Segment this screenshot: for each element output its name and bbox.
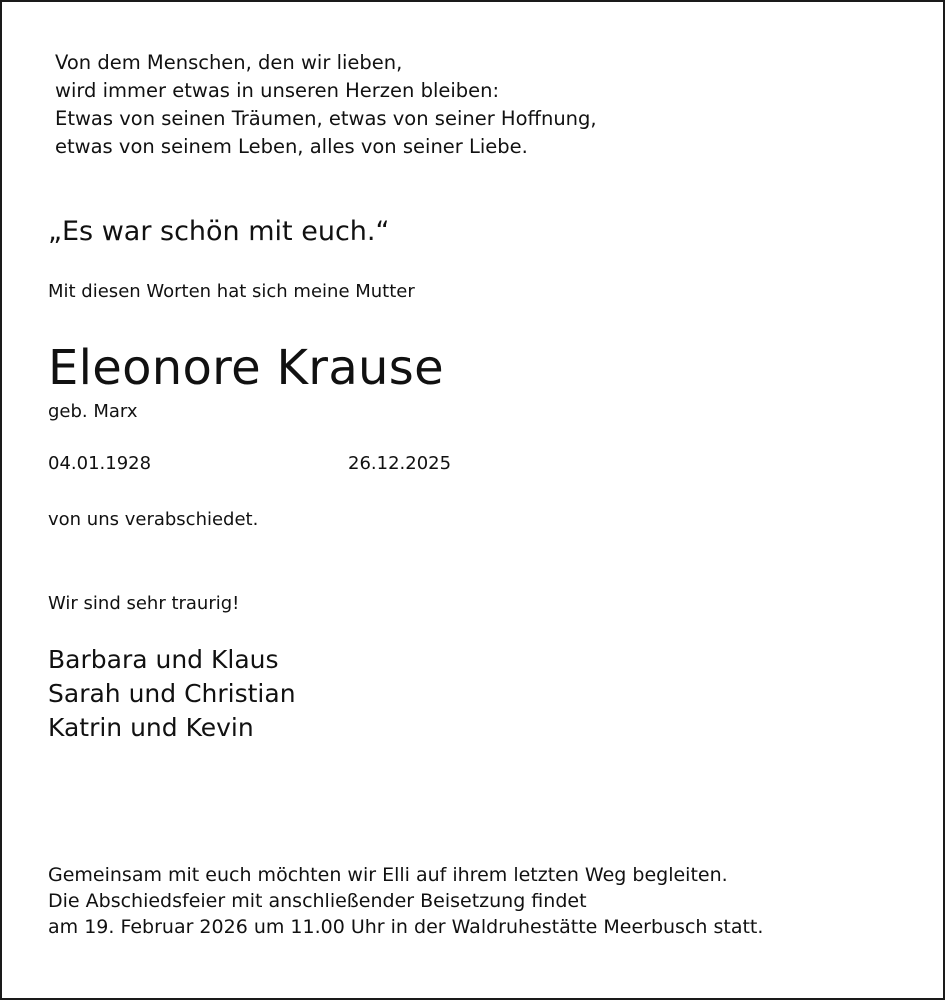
notice-line: Gemeinsam mit euch möchten wir Elli auf ihrem letzten Weg begleiten. — [48, 864, 728, 886]
notice-line: Die Abschiedsfeier mit anschließender Beisetzung findet — [48, 890, 587, 912]
family-member: Barbara und Klaus — [48, 645, 279, 674]
intro-text: Mit diesen Worten hat sich meine Mutter — [48, 281, 415, 302]
funeral-notice — [48, 862, 763, 940]
family-member: Katrin und Kevin — [48, 713, 254, 742]
poem — [55, 49, 597, 161]
poem-line: Von dem Menschen, den wir lieben, — [55, 51, 403, 74]
mourning-text: Wir sind sehr traurig! — [48, 593, 240, 614]
deceased-name: Eleonore Krause — [48, 340, 444, 396]
farewell-text: von uns verabschiedet. — [48, 509, 259, 530]
notice-line: am 19. Februar 2026 um 11.00 Uhr in der Waldruhestätte Meerbusch statt. — [48, 916, 764, 938]
family-list — [48, 643, 296, 745]
poem-line: etwas von seinem Leben, alles von seiner Liebe. — [55, 135, 528, 158]
death-date: 26.12.2025 — [348, 453, 452, 474]
quote: „Es war schön mit euch.“ — [48, 216, 390, 247]
birth-date: 04.01.1928 — [48, 453, 152, 474]
poem-line: wird immer etwas in unseren Herzen bleiben: — [55, 79, 500, 102]
family-member: Sarah und Christian — [48, 679, 296, 708]
poem-line: Etwas von seinen Träumen, etwas von seiner Hoffnung, — [55, 107, 597, 130]
birth-name: geb. Marx — [48, 401, 138, 422]
